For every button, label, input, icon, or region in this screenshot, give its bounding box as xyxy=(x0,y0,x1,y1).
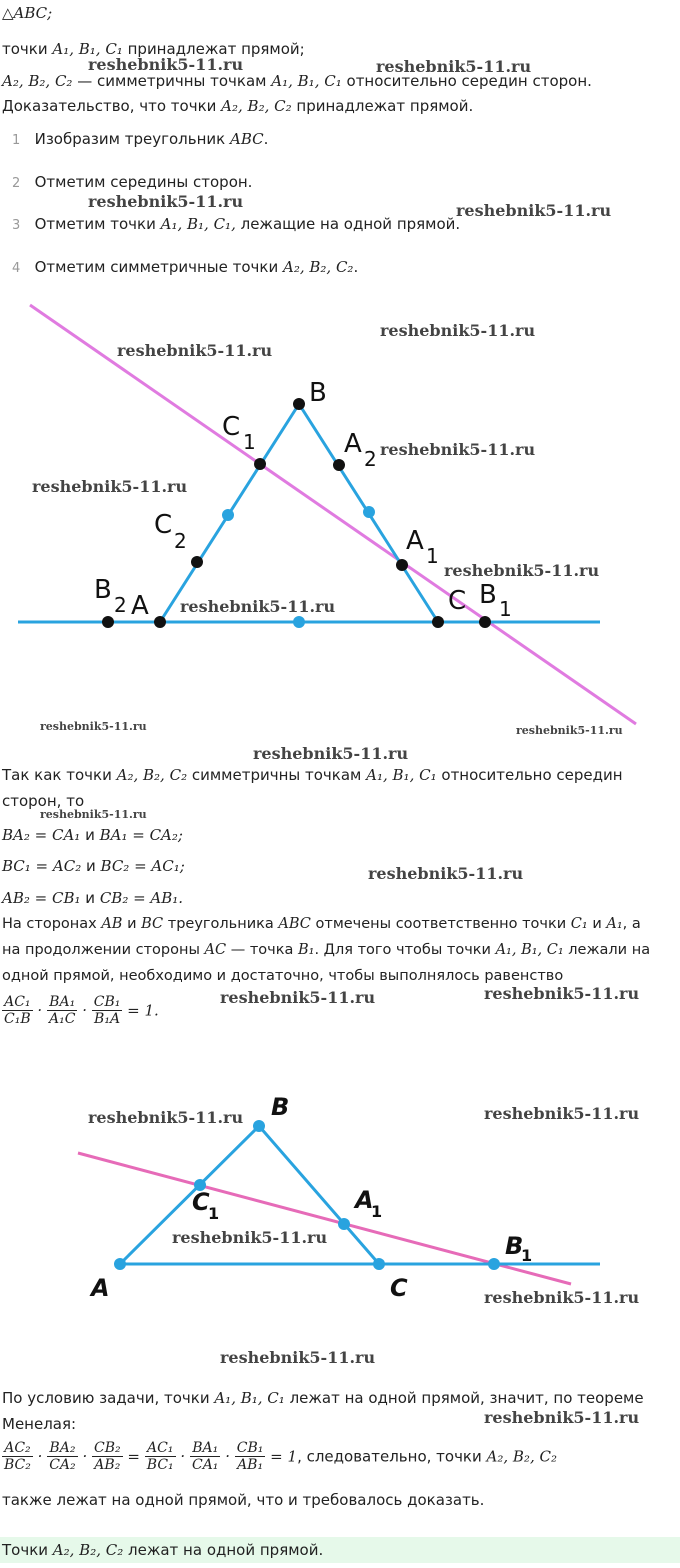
fig2-point-A xyxy=(114,1258,126,1270)
given-line-3: A₂, B₂, C₂ — симметричны точкам A₁, B₁, C₁ относительно середин сторон. xyxy=(2,72,592,90)
proof-theorem-line-1: На сторонах AB и BC треугольника ABC отмечены соответственно точки C₁ и A₁, а xyxy=(2,916,641,932)
fig1-label-A1-sub: 1 xyxy=(426,544,439,568)
fig2-point-B xyxy=(253,1120,265,1132)
watermark: reshebnik5-11.ru xyxy=(484,1408,640,1427)
fig1-point-C1 xyxy=(254,458,266,470)
fig2-label-C: C xyxy=(390,1274,408,1302)
conclusion-line-2: Менелая: xyxy=(2,1415,77,1433)
fig1-point-B1 xyxy=(479,616,491,628)
fig2-label-C1: C xyxy=(192,1188,210,1216)
fig1-midpoint-BC xyxy=(363,506,375,518)
fig1-triangle xyxy=(160,404,438,622)
watermark: reshebnik5-11.ru xyxy=(484,1288,640,1307)
fig1-point-C2 xyxy=(191,556,203,568)
fig1-label-A2-sub: 2 xyxy=(364,447,377,471)
fig2-label-A: A xyxy=(91,1274,110,1302)
proof-theorem-line-2: на продолжении стороны AC — точка B₁. Для того чтобы точки A₁, B₁, C₁ лежали на xyxy=(2,942,651,958)
watermark: reshebnik5-11.ru xyxy=(88,55,244,74)
fig1-label-C: C xyxy=(448,586,467,616)
watermark: reshebnik5-11.ru xyxy=(380,440,536,459)
fig1-label-B: B xyxy=(309,378,327,408)
fig1-label-B1: B xyxy=(479,580,497,610)
watermark: reshebnik5-11.ru xyxy=(88,1108,244,1127)
fig2-label-B1-sub: 1 xyxy=(521,1246,533,1265)
answer-text: Точки A₂, B₂, C₂ лежат на одной прямой. xyxy=(2,1541,324,1559)
fig1-label-B1-sub: 1 xyxy=(499,597,512,621)
watermark: reshebnik5-11.ru xyxy=(484,1104,640,1123)
menelaus-equation: $\frac{\text{AC₁}}{\text{C₁B}}$ · $\frac{\text{BA₁}}{\text{A₁C}}$ · $\frac{\text{CB₁}}{\text{B₁A}}$ = 1. xyxy=(4,994,159,1027)
fig1-label-C1: C xyxy=(222,412,241,442)
fig1-label-C2: C xyxy=(154,510,173,540)
watermark: reshebnik5-11.ru xyxy=(484,984,640,1003)
step-1: 1 Изобразим треугольник ABC. xyxy=(12,130,269,148)
fig1-label-A: A xyxy=(131,591,149,621)
watermark: reshebnik5-11.ru xyxy=(456,201,612,220)
fig1-point-A xyxy=(154,616,166,628)
figure-1 xyxy=(0,295,680,735)
conclusion-line-4: также лежат на одной прямой, что и требовалось доказать. xyxy=(2,1491,485,1509)
watermark: reshebnik5-11.ru xyxy=(40,720,147,733)
watermark: reshebnik5-11.ru xyxy=(516,724,623,737)
fig1-point-A2 xyxy=(333,459,345,471)
equation-1: BA₂ = CA₁ и BA₁ = CA₂; xyxy=(2,826,183,844)
proof-line-2: сторон, то xyxy=(2,792,85,810)
answer-box xyxy=(0,1537,680,1563)
watermark: reshebnik5-11.ru xyxy=(220,1348,376,1367)
watermark: reshebnik5-11.ru xyxy=(32,477,188,496)
watermark: reshebnik5-11.ru xyxy=(368,864,524,883)
equation-3: AB₂ = CB₁ и CB₂ = AB₁. xyxy=(2,889,184,907)
fig1-label-A2: A xyxy=(344,429,362,459)
given-line-2: точки A₁, B₁, C₁ принадлежат прямой; xyxy=(2,40,305,58)
conclusion-equation: $\frac{\text{AC₂}}{\text{BC₂}}$ · $\frac{\text{BA₂}}{\text{CA₂}}$ · $\frac{\text{CB₂}}{\text{AB₂}}$ = $\frac{\text{AC₁}}{\text{BC₁}}$ · $\frac{\text{BA₁}}{\text{CA₁}}$ · $\frac{\text{CB₁}}{\text{AB₁}}$ = 1, следовательно, точки A₂, B₂, C₂ xyxy=(4,1440,557,1473)
watermark: reshebnik5-11.ru xyxy=(253,744,409,763)
fraction-1: $\frac{\text{AC₁}}{\text{C₁B}}$ xyxy=(4,994,31,1027)
fig2-point-C xyxy=(373,1258,385,1270)
step-2: 2 Отметим середины сторон. xyxy=(12,173,253,191)
fig1-point-B2 xyxy=(102,616,114,628)
fig2-label-B: B xyxy=(271,1093,290,1121)
proof-theorem-line-3: одной прямой, необходимо и достаточно, чтобы выполнялось равенство xyxy=(2,968,564,984)
fig2-label-A1-sub: 1 xyxy=(371,1202,383,1221)
given-line-4: Доказательство, что точки A₂, B₂, C₂ принадлежат прямой. xyxy=(2,97,474,115)
watermark: reshebnik5-11.ru xyxy=(380,321,536,340)
step-4: 4 Отметим симметричные точки A₂, B₂, C₂. xyxy=(12,258,359,276)
fig2-point-B1 xyxy=(488,1258,500,1270)
watermark: reshebnik5-11.ru xyxy=(444,561,600,580)
fig1-point-C xyxy=(432,616,444,628)
watermark: reshebnik5-11.ru xyxy=(40,808,147,821)
step-3: 3 Отметим точки A₁, B₁, C₁, лежащие на одной прямой. xyxy=(12,215,461,233)
watermark: reshebnik5-11.ru xyxy=(88,192,244,211)
fig1-midpoint-AC xyxy=(293,616,305,628)
fig2-label-B1: B xyxy=(505,1232,524,1260)
fig2-label-A1: A xyxy=(355,1186,374,1214)
watermark: reshebnik5-11.ru xyxy=(117,341,273,360)
given-triangle: △ABC; xyxy=(2,4,53,22)
fig1-label-A1: A xyxy=(406,526,424,556)
proof-line-1: Так как точки A₂, B₂, C₂ симметричны точкам A₁, B₁, C₁ относительно середин xyxy=(2,766,623,784)
fig1-label-B2-sub: 2 xyxy=(114,593,127,617)
fraction-3: $\frac{\text{CB₁}}{\text{B₁A}}$ xyxy=(93,994,121,1027)
fig2-point-A1 xyxy=(338,1218,350,1230)
fig1-point-B xyxy=(293,398,305,410)
watermark: reshebnik5-11.ru xyxy=(172,1228,328,1247)
fig1-point-A1 xyxy=(396,559,408,571)
conclusion-line-1: По условию задачи, точки A₁, B₁, C₁ лежат на одной прямой, значит, по теореме xyxy=(2,1389,644,1407)
watermark: reshebnik5-11.ru xyxy=(376,57,532,76)
fig1-label-C1-sub: 1 xyxy=(243,430,256,454)
watermark: reshebnik5-11.ru xyxy=(220,988,376,1007)
fig1-label-C2-sub: 2 xyxy=(174,529,187,553)
fig1-menelaus-line xyxy=(30,305,636,724)
watermark: reshebnik5-11.ru xyxy=(180,597,336,616)
fig2-label-C1-sub: 1 xyxy=(208,1204,220,1223)
fig1-label-B2: B xyxy=(94,575,112,605)
equation-2: BC₁ = AC₂ и BC₂ = AC₁; xyxy=(2,857,185,875)
fraction-2: $\frac{\text{BA₁}}{\text{A₁C}}$ xyxy=(48,994,76,1027)
fig1-midpoint-AB xyxy=(222,509,234,521)
